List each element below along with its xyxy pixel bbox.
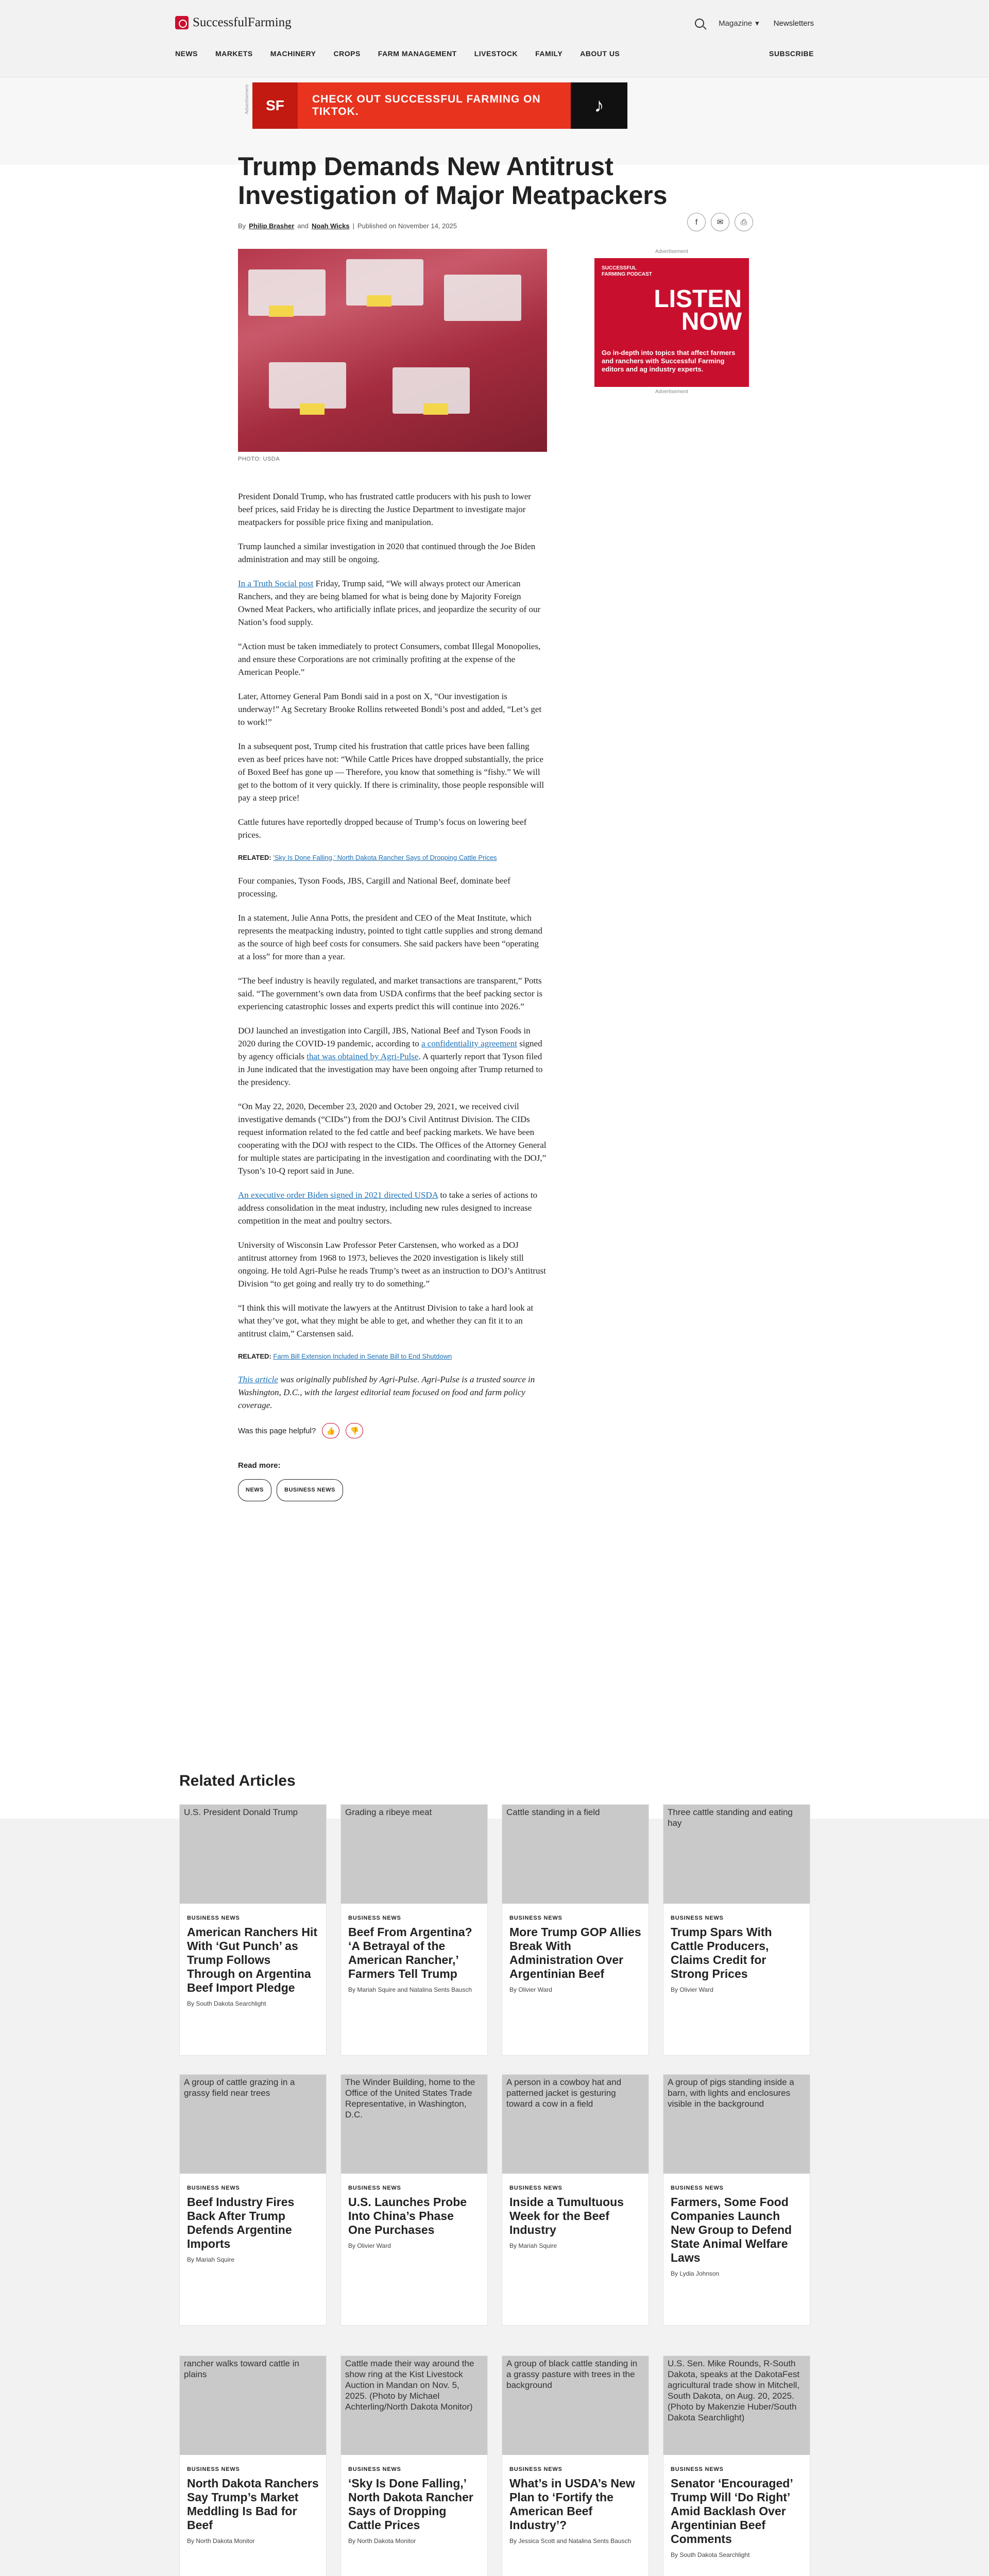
search-icon[interactable] — [695, 19, 704, 28]
card-image-alt: A group of cattle grazing in a grassy field near trees — [184, 2077, 295, 2098]
executive-order-link[interactable]: An executive order Biden signed in 2021 directed USDA — [238, 1190, 438, 1200]
paragraph: University of Wisconsin Law Professor Peter Carstensen, who worked as a DOJ antitrust attorney from 1968 to 1973, believes the 2020 investigation is likely still ongoing. He told Agri-Pulse he reads Trump’s tweet as an instruction to DOJ’s Antitrust Division “to get going and really try to do something.” — [238, 1240, 546, 1289]
card-image-alt: Cattle standing in a field — [506, 1807, 600, 1817]
card-category: BUSINESS NEWS — [671, 2466, 724, 2472]
card-title[interactable]: U.S. Launches Probe Into China’s Phase One Purchases — [348, 2195, 467, 2236]
author-link[interactable]: Noah Wicks — [312, 222, 350, 230]
paragraph: Four companies, Tyson Foods, JBS, Cargill and National Beef, dominate beef processing. — [238, 876, 510, 899]
card-image — [502, 2356, 649, 2455]
card-image — [341, 2075, 487, 2174]
paragraph: In a statement, Julie Anna Potts, the president and CEO of the Meat Institute, which represents the meatpacking industry, pointed to tight cattle supplies and strong demand as the source of high beef costs for consumers. She said packers have been “operating at a loss” for more than a year. — [238, 913, 542, 961]
card-image-alt: U.S. President Donald Trump — [184, 1807, 298, 1817]
card-body — [663, 2455, 810, 2570]
card-author: By Olivier Ward — [671, 1986, 713, 1993]
card-body — [502, 2174, 649, 2261]
feedback-label: Was this page helpful? — [238, 1426, 316, 1435]
card-title[interactable]: North Dakota Ranchers Say Trump’s Market Meddling Is Bad for Beef — [187, 2477, 319, 2532]
nav-news[interactable]: NEWS — [175, 49, 198, 58]
byline-and: and — [297, 222, 309, 230]
card-image — [180, 2075, 326, 2174]
feedback — [238, 1423, 547, 1438]
card-category: BUSINESS NEWS — [348, 2185, 401, 2191]
card-title[interactable]: Senator ‘Encouraged’ Trump Will ‘Do Right’ Amid Backlash Over Argentinian Beef Comments — [671, 2477, 793, 2546]
photo-credit: PHOTO: USDA — [238, 456, 280, 462]
card-image — [663, 2075, 810, 2174]
card-image — [341, 2356, 487, 2455]
card-image — [341, 1805, 487, 1904]
related-card[interactable] — [663, 2074, 810, 2326]
related-card[interactable] — [179, 2074, 327, 2326]
card-body — [180, 2174, 326, 2275]
magazine-dropdown[interactable] — [719, 19, 759, 28]
card-category: BUSINESS NEWS — [187, 1915, 240, 1921]
card-image-alt: Cattle made their way around the show ring at the Kist Livestock Auction in Mandan on Nov. 5, 2025. (Photo by Michael Achterling/North Dakota Monitor) — [345, 2359, 474, 2412]
card-body — [180, 1904, 326, 2019]
paragraph: In a subsequent post, Trump cited his frustration that cattle prices have been falling even as beef prices have not: “While Cattle Prices have dropped substantially, the price of Boxed Beef has gone up — Therefore, you know that something is “fishy.” We will get to the bottom of it very quickly. If there is criminality, those people responsible will pay a steep price! — [238, 741, 544, 803]
related-card[interactable] — [340, 2355, 488, 2576]
card-title[interactable]: What’s in USDA’s New Plan to ‘Fortify the American Beef Industry’? — [509, 2477, 635, 2532]
card-category: BUSINESS NEWS — [187, 2466, 240, 2472]
card-category: BUSINESS NEWS — [509, 2185, 562, 2191]
paragraph: DOJ launched an investigation into Cargill, JBS, National Beef and Tyson Foods in 2020 during the COVID-19 pandemic, according to a confidentiality agreement signed by agency officials that was obtained by Agri-Pulse. A quarterly report that Tyson filed in June indicated that the investigation may have been ongoing after Trump returned to the presidency. — [238, 1026, 543, 1087]
related-grid — [179, 2355, 810, 2576]
paragraph: “The beef industry is heavily regulated, and market transactions are transparent,” Potts said. “The government’s own data from USDA confirms that the beef packing sector is experiencing catastrophic losses and experts predict this will continue into 2026.” — [238, 976, 543, 1011]
card-category: BUSINESS NEWS — [348, 1915, 401, 1921]
card-category: BUSINESS NEWS — [509, 1915, 562, 1921]
agri-pulse-link[interactable]: that was obtained by Agri-Pulse — [306, 1052, 419, 1061]
related-card[interactable] — [663, 2355, 810, 2576]
paragraph: An executive order Biden signed in 2021 directed USDA to take a series of actions to address consolidation in the meat industry, including new rules designed to increase competition in the meat and poultry sectors. — [238, 1190, 538, 1226]
article-body — [238, 490, 547, 1501]
tag-list — [238, 1479, 547, 1501]
author-link[interactable]: Philip Brasher — [249, 222, 295, 230]
card-image-alt: rancher walks toward cattle in plains — [184, 2359, 299, 2379]
thumbs-down-icon[interactable]: 👎 — [346, 1423, 363, 1438]
email-icon[interactable]: ✉ — [711, 213, 729, 231]
related-card[interactable] — [340, 1804, 488, 2056]
card-image — [502, 2075, 649, 2174]
card-category: BUSINESS NEWS — [509, 2466, 562, 2472]
card-body — [502, 1904, 649, 2005]
nav-machinery[interactable]: MACHINERY — [270, 49, 316, 58]
newsletters-link[interactable]: Newsletters — [773, 19, 814, 28]
byline — [238, 222, 753, 230]
card-title[interactable]: Trump Spars With Cattle Producers, Claims Credit for Strong Prices — [671, 1925, 772, 1980]
card-title[interactable]: Farmers, Some Food Companies Launch New Group to Defend State Animal Welfare Laws — [671, 2195, 792, 2264]
podcast-ad-desc: Go in-depth into topics that affect farmers and ranchers with Successful Farming editors and ag industry experts. — [602, 349, 736, 373]
card-body — [341, 2455, 487, 2556]
related-card[interactable] — [340, 2074, 488, 2326]
card-title[interactable]: Inside a Tumultuous Week for the Beef Industry — [509, 2195, 624, 2236]
card-author: By South Dakota Searchlight — [187, 2000, 266, 2007]
related-card[interactable] — [179, 2355, 327, 2576]
ad-label: Advertisement — [244, 84, 249, 114]
nav-crops[interactable]: CROPS — [333, 49, 361, 58]
card-title[interactable]: Beef From Argentina? ‘A Betrayal of the American Rancher,’ Farmers Tell Trump — [348, 1925, 472, 1980]
card-image — [502, 1805, 649, 1904]
article-title: Trump Demands New Antitrust Investigation of Major Meatpackers — [238, 152, 668, 210]
card-title[interactable]: ‘Sky Is Done Falling,’ North Dakota Rancher Says of Dropping Cattle Prices — [348, 2477, 473, 2532]
source-link[interactable]: This article — [238, 1375, 278, 1384]
card-image-alt: Grading a ribeye meat — [345, 1807, 432, 1817]
card-author: By Jessica Scott and Natalina Sents Bausch — [509, 2537, 632, 2545]
confidentiality-link[interactable]: a confidentiality agreement — [421, 1039, 517, 1048]
thumbs-up-icon[interactable]: 👍 — [322, 1423, 339, 1438]
paragraph: In a Truth Social post Friday, Trump said, “We will always protect our American Ranchers, and they are being blamed for what is being done by Majority Foreign Owned Meat Packers, who artificially inflate prices, and jeopardize the security of our Nation’s food supply. — [238, 579, 541, 627]
tag-business-news[interactable]: BUSINESS NEWS — [277, 1479, 343, 1501]
site-logo[interactable] — [175, 15, 292, 30]
subscribe-link[interactable]: SUBSCRIBE — [769, 49, 814, 58]
card-title[interactable]: American Ranchers Hit With ‘Gut Punch’ as Trump Follows Through on Argentina Beef Import Pledge — [187, 1925, 318, 1994]
source-note: This article was originally published by Agri-Pulse. Agri-Pulse is a trusted source in Washington, D.C., with the largest editorial team focused on food and farm policy coverage. — [238, 1375, 535, 1410]
related-link-block: RELATED: 'Sky Is Done Falling,' North Dakota Rancher Says of Dropping Cattle Prices — [238, 854, 497, 861]
card-image — [180, 2356, 326, 2455]
card-image — [663, 2356, 810, 2455]
ad-text: CHECK OUT SUCCESSFUL FARMING ON TIKTOK. — [312, 93, 541, 117]
card-image-alt: A group of pigs standing inside a barn, with lights and enclosures visible in the background — [668, 2077, 794, 2109]
hero-image — [238, 249, 547, 452]
card-image — [663, 1805, 810, 1904]
side-ad-label: Advertisement — [655, 389, 688, 395]
site-header — [0, 0, 989, 77]
tiktok-ad-banner[interactable] — [252, 82, 627, 129]
logo-mark-icon — [175, 16, 189, 29]
print-icon[interactable]: ⎙ — [735, 213, 753, 231]
related-card[interactable] — [502, 2074, 649, 2326]
divider: | — [352, 222, 354, 230]
card-author: By Mariah Squire and Natalina Sents Bausch — [348, 1986, 472, 1993]
card-body — [180, 2455, 326, 2556]
related-grid — [179, 1804, 810, 2344]
paragraph: Later, Attorney General Pam Bondi said in a post on X, “Our investigation is underway!” Ag Secretary Brooke Rollins retweeted Bondi’s post and added, “Let’s get to work!” — [238, 691, 542, 727]
card-image — [180, 1805, 326, 1904]
side-ad-label: Advertisement — [655, 249, 688, 255]
card-body — [341, 2174, 487, 2261]
related-card[interactable] — [179, 1804, 327, 2056]
nav-livestock[interactable]: LIVESTOCK — [474, 49, 518, 58]
tag-news[interactable]: NEWS — [238, 1479, 271, 1501]
related-card[interactable] — [502, 2355, 649, 2576]
paragraph: “Action must be taken immediately to protect Consumers, combat Illegal Monopolies, and ensure these Corporations are not criminally profiting at the expense of the American People.” — [238, 641, 541, 677]
related-link-block: RELATED: Farm Bill Extension Included in Senate Bill to End Shutdown — [238, 1352, 452, 1360]
card-category: BUSINESS NEWS — [348, 2466, 401, 2472]
card-image-alt: U.S. Sen. Mike Rounds, R-South Dakota, speaks at the DakotaFest agricultural trade show in Mitchell, South Dakota, on Aug. 20, 2025. (Photo by Makenzie Huber/South Dakota Searchlight) — [668, 2359, 800, 2422]
card-author: By South Dakota Searchlight — [671, 2551, 750, 2558]
card-image-alt: A person in a cowboy hat and patterned jacket is gesturing toward a cow in a field — [506, 2077, 622, 2109]
tiktok-icon: ♪ — [571, 82, 627, 129]
related-card[interactable] — [502, 1804, 649, 2056]
publish-date: Published on November 14, 2025 — [357, 222, 457, 230]
card-category: BUSINESS NEWS — [671, 2185, 724, 2191]
nav-markets[interactable]: MARKETS — [215, 49, 253, 58]
card-body — [341, 1904, 487, 2005]
card-category: BUSINESS NEWS — [671, 1915, 724, 1921]
card-author: By Mariah Squire — [187, 2256, 235, 2263]
card-image-alt: A group of black cattle standing in a grassy pasture with trees in the background — [506, 2359, 638, 2390]
truth-social-link[interactable]: In a Truth Social post — [238, 579, 314, 588]
card-author: By North Dakota Monitor — [348, 2537, 416, 2545]
read-more-label: Read more: — [238, 1461, 281, 1470]
podcast-ad[interactable] — [594, 258, 749, 387]
card-author: By Olivier Ward — [509, 1986, 552, 1993]
magazine-label: Magazine — [719, 19, 753, 28]
paragraph: Trump launched a similar investigation in 2020 that continued through the Joe Biden administration and may still be ongoing. — [238, 541, 536, 564]
podcast-ad-small: SUCCESSFUL FARMING PODCAST — [602, 265, 652, 277]
nav-family[interactable]: FAMILY — [535, 49, 563, 58]
share-buttons — [687, 213, 753, 231]
related-link[interactable]: Farm Bill Extension Included in Senate Bill to End Shutdown — [273, 1352, 452, 1360]
nav-farm-management[interactable]: FARM MANAGEMENT — [378, 49, 457, 58]
card-body — [663, 2174, 810, 2289]
card-author: By Mariah Squire — [509, 2242, 557, 2249]
article — [238, 152, 753, 1493]
byline-by: By — [238, 222, 246, 230]
paragraph: Cattle futures have reportedly dropped because of Trump’s focus on lowering beef prices. — [238, 817, 527, 840]
related-link[interactable]: 'Sky Is Done Falling,' North Dakota Rancher Says of Dropping Cattle Prices — [273, 854, 497, 861]
card-body — [663, 1904, 810, 2005]
card-title[interactable]: Beef Industry Fires Back After Trump Defends Argentine Imports — [187, 2195, 295, 2250]
card-image-alt: Three cattle standing and eating hay — [668, 1807, 793, 1828]
ad-brand: SF — [252, 82, 298, 129]
podcast-ad-headline: LISTEN NOW — [654, 285, 742, 335]
card-author: By Lydia Johnson — [671, 2270, 720, 2277]
logo-text: SuccessfulFarming — [193, 15, 292, 29]
chevron-down-icon: ▾ — [755, 19, 759, 28]
paragraph: President Donald Trump, who has frustrated cattle producers with his push to lower beef prices, said Friday he is directing the Justice Department to investigate major meatpackers for possible price fixing and manipulation. — [238, 492, 531, 527]
card-author: By Olivier Ward — [348, 2242, 391, 2249]
card-category: BUSINESS NEWS — [187, 2185, 240, 2191]
card-body — [502, 2455, 649, 2556]
card-image-alt: The Winder Building, home to the Office of the United States Trade Representative, in Washington, D.C. — [345, 2077, 475, 2120]
paragraph: “On May 22, 2020, December 23, 2020 and October 29, 2021, we received civil investigative demands (“CIDs”) from the DOJ’s Civil Antitrust Division. The CIDs request information related to the fed cattle and beef packing markets. We have been cooperating with the DOJ with respect to the CIDs. The Offices of the Attorney General for multiple states are participating in the investigation and coordinating with the DOJ,” Tyson’s 10-Q report said in June. — [238, 1101, 547, 1176]
nav-about-us[interactable]: ABOUT US — [580, 49, 620, 58]
main-nav — [175, 49, 620, 58]
paragraph: “I think this will motivate the lawyers at the Antitrust Division to take a hard look at what they’ve got, what they might be able to get, and whether they can fit it to an antitrust claim,” Carstensen said. — [238, 1303, 534, 1338]
card-title[interactable]: More Trump GOP Allies Break With Administration Over Argentinian Beef — [509, 1925, 641, 1980]
related-articles-heading: Related Articles — [179, 1772, 296, 1789]
related-card[interactable] — [663, 1804, 810, 2056]
facebook-icon[interactable]: f — [687, 213, 706, 231]
card-author: By North Dakota Monitor — [187, 2537, 255, 2545]
